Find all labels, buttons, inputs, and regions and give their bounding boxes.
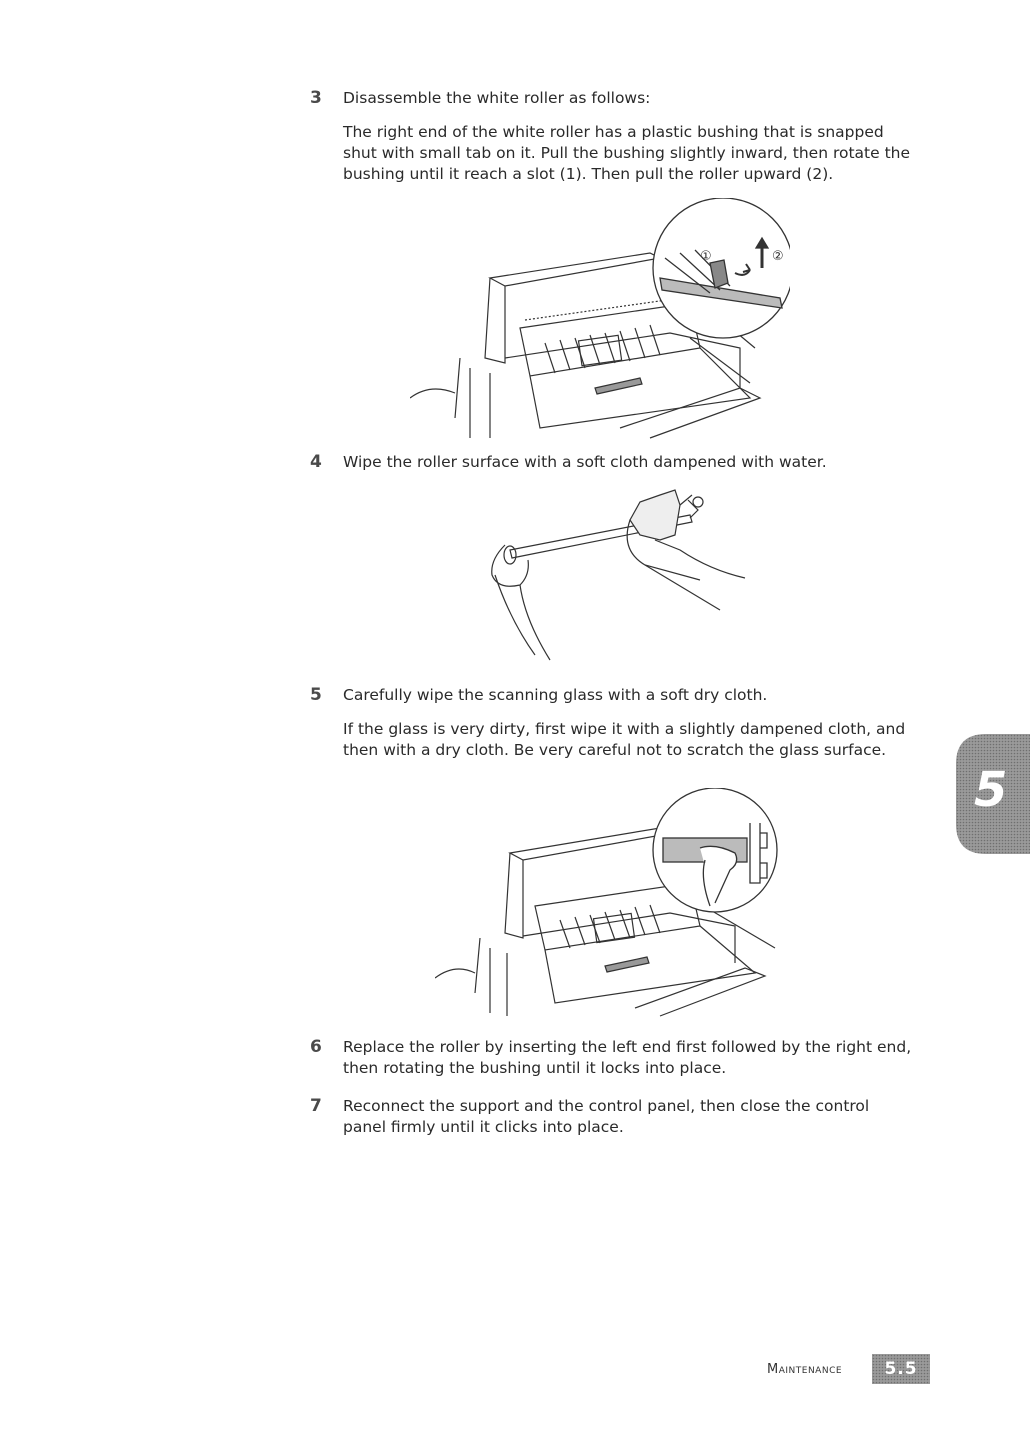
step-instruction: Wipe the roller surface with a soft cloth dampened with water.	[343, 453, 827, 471]
glass-magnifier-circle	[653, 788, 777, 912]
wipe-glass-illustration	[435, 788, 795, 1028]
step-number: 3	[310, 88, 322, 108]
step-4	[310, 452, 910, 478]
step-detail: The right end of the white roller has a plastic bushing that is snapped shut with small tab on it. Pull the bushing slightly inward, then rotate the bushing until it reach a slot (1). Then pull the roller upward (2).	[343, 123, 911, 183]
roller-removal-illustration	[410, 198, 790, 443]
step-7	[310, 1096, 910, 1142]
step-3	[310, 88, 910, 188]
figure-wipe-glass	[435, 788, 795, 1028]
step-instruction: Disassemble the white roller as follows:	[343, 89, 651, 107]
page-number: 5.5	[884, 1359, 918, 1379]
step-6	[310, 1037, 910, 1083]
detail-magnifier-circle	[653, 198, 790, 338]
step-instruction: Replace the roller by inserting the left end first followed by the right end, then rotating the bushing until it locks into place.	[343, 1038, 912, 1077]
figure-wipe-roller	[480, 480, 760, 675]
chapter-tab	[956, 734, 1030, 854]
page-number-badge	[872, 1354, 930, 1384]
step-number: 7	[310, 1096, 322, 1116]
callout-2: ②	[772, 249, 784, 264]
chapter-number: 5	[974, 762, 1008, 818]
step-detail: If the glass is very dirty, first wipe it with a slightly dampened cloth, and then with a dry cloth. Be very careful not to scratch the glass surface.	[343, 720, 906, 759]
step-number: 5	[310, 685, 322, 705]
step-number: 6	[310, 1037, 322, 1057]
step-number: 4	[310, 452, 322, 472]
wipe-roller-illustration	[480, 480, 760, 675]
callout-1: ①	[700, 249, 712, 264]
step-instruction: Carefully wipe the scanning glass with a soft dry cloth.	[343, 686, 768, 704]
figure-roller-removal	[410, 198, 790, 443]
footer-section-label: Maintenance	[767, 1362, 843, 1377]
step-5	[310, 685, 910, 785]
step-instruction: Reconnect the support and the control panel, then close the control panel firmly until it clicks into place.	[343, 1097, 870, 1136]
